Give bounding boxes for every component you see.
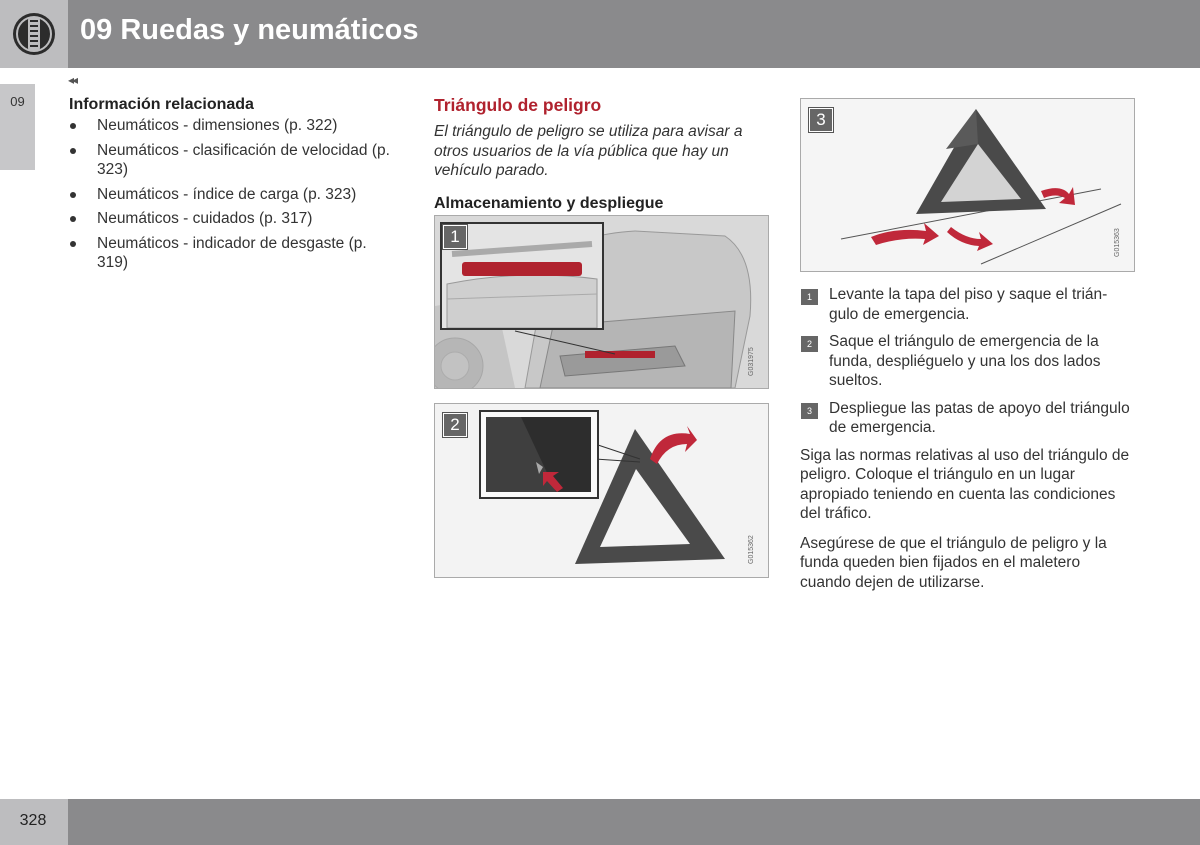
bullet-icon — [70, 148, 76, 154]
steps-list — [800, 285, 1130, 438]
related-item-text: Neumáticos - clasificación de velocidad (p. 323) — [97, 141, 390, 178]
page-number: 328 — [19, 812, 47, 829]
section-subheading: Almacenamiento y despliegue — [434, 194, 664, 212]
figure-code: G031975 — [748, 347, 755, 376]
related-item-text: Neumáticos - índice de carga (p. 323) — [97, 185, 357, 203]
figure-code: G015363 — [1114, 228, 1121, 257]
figure-number-badge: 1 — [443, 225, 467, 249]
inset-triangle-joint — [481, 412, 597, 497]
figure-number-badge: 2 — [443, 413, 467, 437]
storage-note: Asegúrese de que el triángulo de peligro y la funda queden bien fijados en el maletero cuando dejen de utilizarse. — [800, 534, 1107, 591]
usage-note: Siga las normas relativas al uso del triángulo de peligro. Coloque el triángulo en un lugar apropiado teniendo en cuenta las condiciones del tráfico. — [800, 446, 1130, 522]
figure-3-triangle-stand — [800, 98, 1135, 272]
step-item — [800, 332, 1130, 391]
page-header — [0, 0, 1200, 68]
step-text: Saque el triángulo de emergencia de la funda, despliéguelo y una los dos lados sueltos. — [829, 333, 1101, 389]
related-item-text: Neumáticos - dimensiones (p. 322) — [97, 117, 338, 134]
step-text: Despliegue las patas de apoyo del triángulo de emergencia. — [829, 399, 1130, 436]
figure-2-inset — [479, 410, 599, 499]
bullet-icon — [70, 216, 76, 222]
step-item — [800, 399, 1130, 438]
related-item[interactable] — [69, 141, 399, 180]
figure-code: G015362 — [748, 535, 755, 564]
bullet-icon — [70, 123, 76, 129]
figure-number-badge: 3 — [809, 108, 833, 132]
section-intro-text: El triángulo de peligro se utiliza para avisar a otros usuarios de la vía pública que hay un vehículo parado. — [434, 123, 743, 179]
bullet-icon — [70, 241, 76, 247]
related-item[interactable] — [69, 209, 399, 229]
page-number-box — [0, 799, 68, 845]
chapter-icon-box — [0, 0, 68, 68]
related-item[interactable] — [69, 116, 399, 136]
section-title: Triángulo de peligro — [434, 95, 602, 115]
figure-2-triangle-assembly — [434, 403, 769, 578]
chapter-tab-label: 09 — [10, 94, 25, 109]
related-item-text: Neumáticos - cuidados (p. 317) — [97, 210, 313, 227]
back-arrows-icon[interactable]: ◂◂ — [68, 73, 77, 87]
step-number-badge: 1 — [801, 289, 818, 305]
chapter-title: 09 Ruedas y neumáticos — [80, 14, 419, 46]
chapter-tab[interactable] — [0, 84, 35, 170]
related-heading: Información relacionada — [69, 96, 254, 113]
related-info — [69, 96, 399, 278]
related-item-text: Neumáticos - indicador de desgaste (p. 319) — [97, 234, 367, 271]
figure-1-trunk-illustration — [434, 215, 769, 389]
instructions — [800, 285, 1130, 602]
related-item[interactable] — [69, 234, 399, 273]
step-item — [800, 285, 1130, 324]
related-list — [69, 116, 399, 273]
tire-icon — [0, 0, 68, 68]
bullet-icon — [70, 192, 76, 198]
triangle-stand-illustration — [801, 99, 1134, 271]
step-number-badge: 3 — [801, 403, 818, 419]
related-item[interactable] — [69, 185, 399, 205]
section-intro — [434, 95, 769, 213]
step-number-badge: 2 — [801, 336, 818, 352]
step-text: Levante la tapa del piso y saque el triángulo de emergencia. — [829, 286, 1108, 323]
page-footer — [0, 799, 1200, 845]
